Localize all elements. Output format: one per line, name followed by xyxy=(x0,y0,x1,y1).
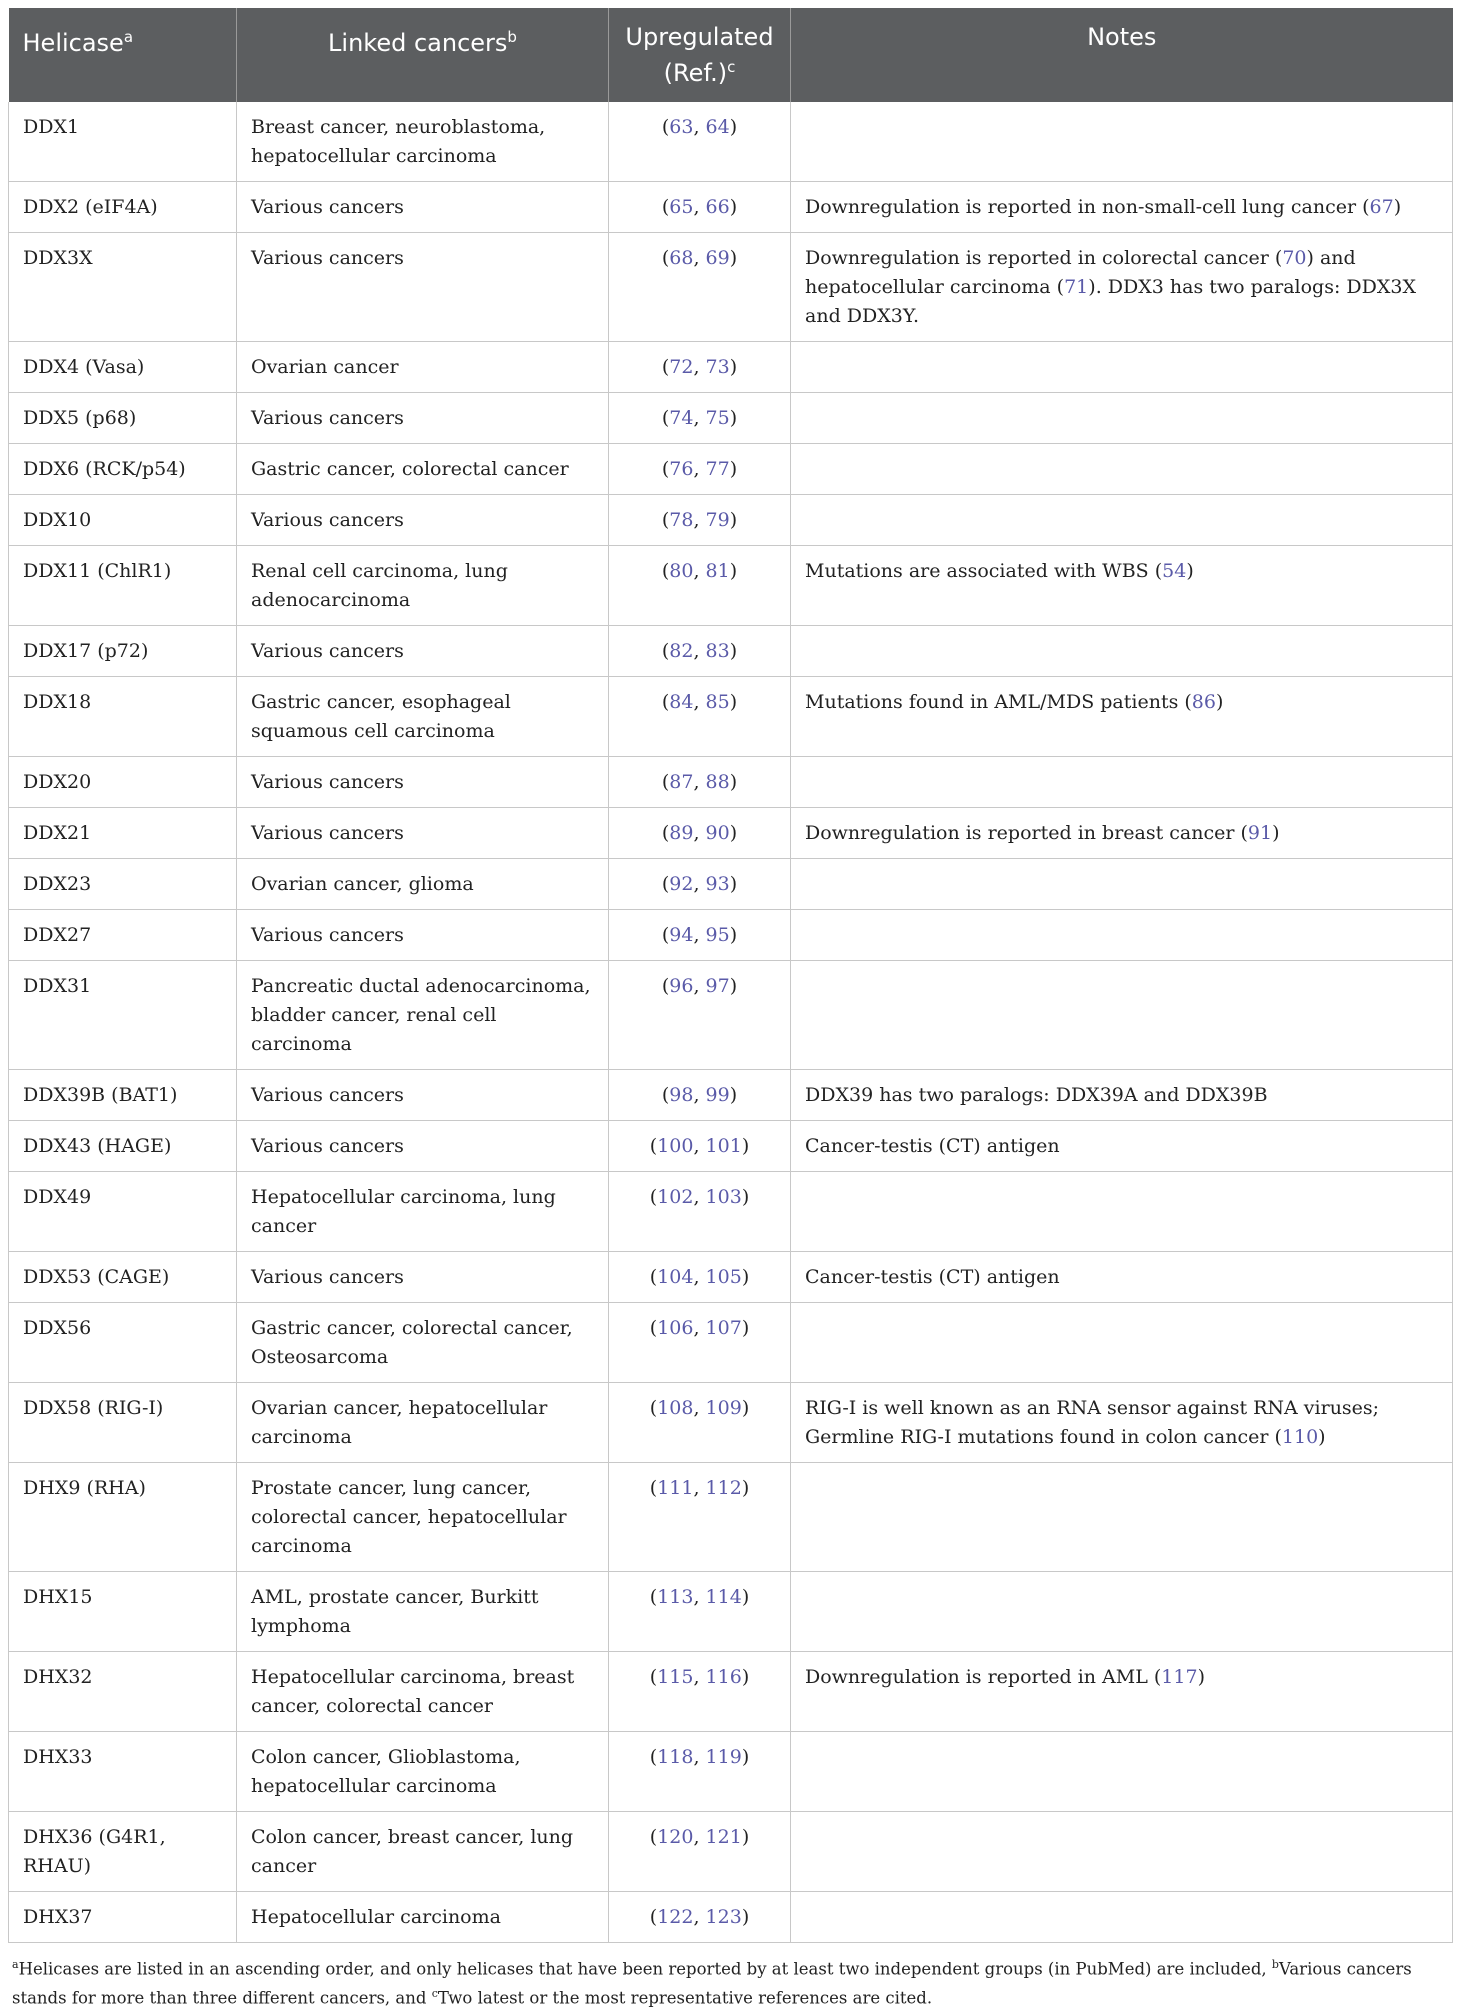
note-text: Downregulation is reported in AML ( xyxy=(805,1666,1162,1688)
notes-cell xyxy=(791,1463,1453,1572)
table-row xyxy=(9,961,1453,1070)
helicase-cell: DDX27 xyxy=(9,910,237,961)
reference-link[interactable]: 89 xyxy=(669,822,694,844)
helicase-cell: DDX58 (RIG-I) xyxy=(9,1383,237,1463)
helicase-cell: DHX32 xyxy=(9,1652,237,1732)
reference-link[interactable]: 109 xyxy=(705,1397,742,1419)
header-helicase: Helicase$^a$ xyxy=(9,8,237,102)
linked-cancers-cell: Various cancers xyxy=(237,495,609,546)
helicase-cell: DDX1 xyxy=(9,102,237,182)
table-row xyxy=(9,1172,1453,1252)
upregulated-ref-cell: (106, 107) xyxy=(609,1303,791,1383)
notes-cell xyxy=(791,961,1453,1070)
reference-link[interactable]: 112 xyxy=(705,1477,742,1499)
helicase-cell: DDX2 (eIF4A) xyxy=(9,182,237,233)
table-row xyxy=(9,1303,1453,1383)
reference-link[interactable]: 91 xyxy=(1247,822,1273,844)
helicase-cell: DHX36 (G4R1, RHAU) xyxy=(9,1812,237,1892)
linked-cancers-cell: Various cancers xyxy=(237,393,609,444)
upregulated-ref-cell: (89, 90) xyxy=(609,808,791,859)
linked-cancers-cell: Hepatocellular carcinoma xyxy=(237,1892,609,1943)
upregulated-ref-cell: (63, 64) xyxy=(609,102,791,182)
table-row xyxy=(9,1252,1453,1303)
reference-link[interactable]: 68 xyxy=(669,247,694,269)
note-text: ) xyxy=(1215,691,1224,713)
header-upregulated: Upregulated $(Ref.)^c$ xyxy=(609,8,791,102)
reference-link[interactable]: 80 xyxy=(669,560,694,582)
note-text: ) xyxy=(1197,1666,1205,1688)
reference-link[interactable]: 110 xyxy=(1281,1426,1319,1448)
reference-link[interactable]: 107 xyxy=(705,1317,742,1339)
linked-cancers-cell: Gastric cancer, colorectal cancer, Osteosarcoma xyxy=(237,1303,609,1383)
linked-cancers-cell: Various cancers xyxy=(237,233,609,342)
table-row xyxy=(9,444,1453,495)
note-text: ) xyxy=(1318,1426,1326,1448)
table-header xyxy=(9,8,1453,102)
upregulated-ref-cell: (94, 95) xyxy=(609,910,791,961)
helicase-cell: DDX39B (BAT1) xyxy=(9,1070,237,1121)
reference-link[interactable]: 67 xyxy=(1369,196,1394,218)
linked-cancers-cell: AML, prostate cancer, Burkitt lymphoma xyxy=(237,1572,609,1652)
table-row xyxy=(9,1121,1453,1172)
reference-link[interactable]: 96 xyxy=(669,975,694,997)
reference-link[interactable]: 123 xyxy=(705,1906,742,1928)
reference-link[interactable]: 118 xyxy=(657,1746,694,1768)
helicase-cell: DDX4 (Vasa) xyxy=(9,342,237,393)
reference-link[interactable]: 111 xyxy=(657,1477,694,1499)
reference-link[interactable]: 69 xyxy=(705,247,730,269)
helicase-cell: DHX37 xyxy=(9,1892,237,1943)
notes-cell xyxy=(791,1070,1453,1121)
notes-cell xyxy=(791,1732,1453,1812)
linked-cancers-cell: Pancreatic ductal adenocarcinoma, bladder cancer, renal cell carcinoma xyxy=(237,961,609,1070)
upregulated-ref-cell: (111, 112) xyxy=(609,1463,791,1572)
note-text: Cancer-testis (CT) antigen xyxy=(805,1135,1060,1157)
helicase-table xyxy=(8,8,1453,1943)
table-row xyxy=(9,182,1453,233)
linked-cancers-cell: Colon cancer, breast cancer, lung cancer xyxy=(237,1812,609,1892)
upregulated-ref-cell: (80, 81) xyxy=(609,546,791,626)
upregulated-ref-cell: (118, 119) xyxy=(609,1732,791,1812)
table-row xyxy=(9,1652,1453,1732)
reference-link[interactable]: 87 xyxy=(669,771,694,793)
table-body xyxy=(9,102,1453,1943)
notes-cell xyxy=(791,859,1453,910)
header-linked-cancers: Linked cancers$^b$ xyxy=(237,8,609,102)
helicase-cell: DHX33 xyxy=(9,1732,237,1812)
reference-link[interactable]: 78 xyxy=(669,509,694,531)
note-text: ). DDX3 has two paralogs: DDX3X and DDX3Y. xyxy=(805,276,1417,327)
reference-link[interactable]: 75 xyxy=(705,407,730,429)
reference-link[interactable]: 117 xyxy=(1161,1666,1198,1688)
reference-link[interactable]: 102 xyxy=(657,1186,694,1208)
linked-cancers-cell: Various cancers xyxy=(237,182,609,233)
notes-cell xyxy=(791,182,1453,233)
note-text: ) and hepatocellular carcinoma ( xyxy=(805,247,1356,298)
table-row xyxy=(9,1572,1453,1652)
reference-link[interactable]: 114 xyxy=(705,1586,742,1608)
reference-link[interactable]: 82 xyxy=(669,640,694,662)
table-row xyxy=(9,910,1453,961)
linked-cancers-cell: Renal cell carcinoma, lung adenocarcinoma xyxy=(237,546,609,626)
table-row xyxy=(9,1732,1453,1812)
linked-cancers-cell: Various cancers xyxy=(237,808,609,859)
upregulated-ref-cell: (76, 77) xyxy=(609,444,791,495)
helicase-cell: DDX6 (RCK/p54) xyxy=(9,444,237,495)
linked-cancers-cell: Hepatocellular carcinoma, lung cancer xyxy=(237,1172,609,1252)
reference-link[interactable]: 105 xyxy=(705,1266,742,1288)
table-row xyxy=(9,1070,1453,1121)
table-row xyxy=(9,1812,1453,1892)
linked-cancers-cell: Colon cancer, Glioblastoma, hepatocellular carcinoma xyxy=(237,1732,609,1812)
helicase-cell: DHX9 (RHA) xyxy=(9,1463,237,1572)
upregulated-ref-cell: (113, 114) xyxy=(609,1572,791,1652)
table-row xyxy=(9,546,1453,626)
table-row xyxy=(9,1463,1453,1572)
table-row xyxy=(9,233,1453,342)
reference-link[interactable]: 54 xyxy=(1162,560,1187,582)
linked-cancers-cell: Various cancers xyxy=(237,1252,609,1303)
reference-link[interactable]: 85 xyxy=(705,691,730,713)
reference-link[interactable]: 120 xyxy=(657,1826,694,1848)
reference-link[interactable]: 99 xyxy=(705,1084,730,1106)
notes-cell xyxy=(791,1812,1453,1892)
upregulated-ref-cell: (78, 79) xyxy=(609,495,791,546)
helicase-cell: DHX15 xyxy=(9,1572,237,1652)
reference-link[interactable]: 104 xyxy=(657,1266,694,1288)
table-footnote: $^a$Helicases are listed in an ascending order, and only helicases that have been reported by at least two independent groups (in PubMed) are included, $^b$Various cancers stands for more than three different cancers, and $^c$Two latest or the most representative references are cited. xyxy=(12,1958,1412,2007)
upregulated-ref-cell: (92, 93) xyxy=(609,859,791,910)
note-text: ) xyxy=(1393,196,1402,218)
helicase-cell: DDX17 (p72) xyxy=(9,626,237,677)
reference-link[interactable]: 97 xyxy=(705,975,730,997)
notes-cell xyxy=(791,546,1453,626)
reference-link[interactable]: 115 xyxy=(657,1666,694,1688)
reference-link[interactable]: 81 xyxy=(705,560,730,582)
reference-link[interactable]: 77 xyxy=(705,458,730,480)
header-notes: Notes xyxy=(791,8,1453,102)
reference-link[interactable]: 83 xyxy=(705,640,730,662)
helicase-cell: DDX49 xyxy=(9,1172,237,1252)
table-row xyxy=(9,342,1453,393)
notes-cell xyxy=(791,1252,1453,1303)
reference-link[interactable]: 113 xyxy=(657,1586,694,1608)
helicase-cell: DDX43 (HAGE) xyxy=(9,1121,237,1172)
notes-cell xyxy=(791,444,1453,495)
reference-link[interactable]: 116 xyxy=(705,1666,742,1688)
table-row xyxy=(9,102,1453,182)
notes-cell xyxy=(791,1172,1453,1252)
upregulated-ref-cell: (98, 99) xyxy=(609,1070,791,1121)
note-text: ) xyxy=(1186,560,1194,582)
table-row xyxy=(9,808,1453,859)
reference-link[interactable]: 103 xyxy=(705,1186,742,1208)
notes-cell xyxy=(791,1303,1453,1383)
linked-cancers-cell: Various cancers xyxy=(237,626,609,677)
upregulated-ref-cell: (115, 116) xyxy=(609,1652,791,1732)
linked-cancers-cell: Ovarian cancer, glioma xyxy=(237,859,609,910)
helicase-cell: DDX10 xyxy=(9,495,237,546)
reference-link[interactable]: 121 xyxy=(705,1826,742,1848)
upregulated-ref-cell: (100, 101) xyxy=(609,1121,791,1172)
notes-cell xyxy=(791,342,1453,393)
notes-cell xyxy=(791,102,1453,182)
notes-cell xyxy=(791,1121,1453,1172)
linked-cancers-cell: Ovarian cancer, hepatocellular carcinoma xyxy=(237,1383,609,1463)
reference-link[interactable]: 71 xyxy=(1064,276,1089,298)
helicase-cell: DDX11 (ChlR1) xyxy=(9,546,237,626)
helicase-cell: DDX20 xyxy=(9,757,237,808)
helicase-cell: DDX21 xyxy=(9,808,237,859)
upregulated-ref-cell: (65, 66) xyxy=(609,182,791,233)
notes-cell xyxy=(791,1572,1453,1652)
notes-cell xyxy=(791,910,1453,961)
reference-link[interactable]: 92 xyxy=(669,873,694,895)
upregulated-ref-cell: (68, 69) xyxy=(609,233,791,342)
linked-cancers-cell: Gastric cancer, esophageal squamous cell carcinoma xyxy=(237,677,609,757)
reference-link[interactable]: 63 xyxy=(669,116,694,138)
note-text: Cancer-testis (CT) antigen xyxy=(805,1266,1060,1288)
upregulated-ref-cell: (84, 85) xyxy=(609,677,791,757)
reference-link[interactable]: 119 xyxy=(705,1746,742,1768)
reference-link[interactable]: 88 xyxy=(705,771,730,793)
notes-cell xyxy=(791,626,1453,677)
upregulated-ref-cell: (82, 83) xyxy=(609,626,791,677)
reference-link[interactable]: 108 xyxy=(657,1397,694,1419)
notes-cell xyxy=(791,1652,1453,1732)
linked-cancers-cell: Various cancers xyxy=(237,1070,609,1121)
upregulated-ref-cell: (87, 88) xyxy=(609,757,791,808)
reference-link[interactable]: 74 xyxy=(669,407,694,429)
notes-cell xyxy=(791,233,1453,342)
notes-cell xyxy=(791,1892,1453,1943)
table-row xyxy=(9,677,1453,757)
upregulated-ref-cell: (104, 105) xyxy=(609,1252,791,1303)
notes-cell xyxy=(791,393,1453,444)
note-text: Mutations found in AML/MDS patients ( xyxy=(805,691,1192,713)
upregulated-ref-cell: (108, 109) xyxy=(609,1383,791,1463)
reference-link[interactable]: 106 xyxy=(657,1317,694,1339)
helicase-cell: DDX3X xyxy=(9,233,237,342)
upregulated-ref-cell: (120, 121) xyxy=(609,1812,791,1892)
notes-cell xyxy=(791,757,1453,808)
linked-cancers-cell: Various cancers xyxy=(237,757,609,808)
helicase-cell: DDX23 xyxy=(9,859,237,910)
upregulated-ref-cell: (72, 73) xyxy=(609,342,791,393)
helicase-cell: DDX18 xyxy=(9,677,237,757)
upregulated-ref-cell: (122, 123) xyxy=(609,1892,791,1943)
reference-link[interactable]: 76 xyxy=(669,458,694,480)
helicase-cell: DDX56 xyxy=(9,1303,237,1383)
notes-cell xyxy=(791,1383,1453,1463)
table-row xyxy=(9,859,1453,910)
reference-link[interactable]: 90 xyxy=(705,822,730,844)
reference-link[interactable]: 94 xyxy=(669,924,694,946)
table-row xyxy=(9,393,1453,444)
notes-cell xyxy=(791,808,1453,859)
notes-cell xyxy=(791,495,1453,546)
reference-link[interactable]: 84 xyxy=(669,691,694,713)
reference-link[interactable]: 98 xyxy=(669,1084,694,1106)
linked-cancers-cell: Hepatocellular carcinoma, breast cancer, colorectal cancer xyxy=(237,1652,609,1732)
reference-link[interactable]: 100 xyxy=(657,1135,694,1157)
reference-link[interactable]: 101 xyxy=(705,1135,742,1157)
linked-cancers-cell: Various cancers xyxy=(237,910,609,961)
table-row xyxy=(9,495,1453,546)
linked-cancers-cell: Breast cancer, neuroblastoma, hepatocellular carcinoma xyxy=(237,102,609,182)
reference-link[interactable]: 65 xyxy=(669,196,694,218)
helicase-cell: DDX31 xyxy=(9,961,237,1070)
table-row xyxy=(9,1383,1453,1463)
reference-link[interactable]: 79 xyxy=(705,509,730,531)
table-row xyxy=(9,1892,1453,1943)
note-text: RIG-I is well known as an RNA sensor against RNA viruses; Germline RIG-I mutations found in colon cancer ( xyxy=(805,1397,1380,1448)
upregulated-ref-cell: (102, 103) xyxy=(609,1172,791,1252)
reference-link[interactable]: 86 xyxy=(1191,691,1216,713)
note-text: ) xyxy=(1272,822,1280,844)
reference-link[interactable]: 66 xyxy=(705,196,730,218)
upregulated-ref-cell: (96, 97) xyxy=(609,961,791,1070)
table-row xyxy=(9,757,1453,808)
reference-link[interactable]: 122 xyxy=(657,1906,694,1928)
note-text: Downregulation is reported in non-small-cell lung cancer ( xyxy=(805,196,1370,218)
linked-cancers-cell: Various cancers xyxy=(237,1121,609,1172)
note-text: Mutations are associated with WBS ( xyxy=(805,560,1163,582)
reference-link[interactable]: 95 xyxy=(705,924,730,946)
reference-link[interactable]: 70 xyxy=(1282,247,1307,269)
reference-link[interactable]: 93 xyxy=(705,873,730,895)
table-row xyxy=(9,626,1453,677)
note-text: Downregulation is reported in breast cancer ( xyxy=(805,822,1248,844)
linked-cancers-cell: Gastric cancer, colorectal cancer xyxy=(237,444,609,495)
linked-cancers-cell: Ovarian cancer xyxy=(237,342,609,393)
reference-link[interactable]: 73 xyxy=(705,356,730,378)
note-text: DDX39 has two paralogs: DDX39A and DDX39B xyxy=(805,1084,1268,1106)
upregulated-ref-cell: (74, 75) xyxy=(609,393,791,444)
notes-cell xyxy=(791,677,1453,757)
note-text: Downregulation is reported in colorectal cancer ( xyxy=(805,247,1283,269)
reference-link[interactable]: 64 xyxy=(705,116,730,138)
linked-cancers-cell: Prostate cancer, lung cancer, colorectal cancer, hepatocellular carcinoma xyxy=(237,1463,609,1572)
reference-link[interactable]: 72 xyxy=(669,356,694,378)
helicase-cell: DDX53 (CAGE) xyxy=(9,1252,237,1303)
document xyxy=(8,8,1452,2010)
helicase-cell: DDX5 (p68) xyxy=(9,393,237,444)
